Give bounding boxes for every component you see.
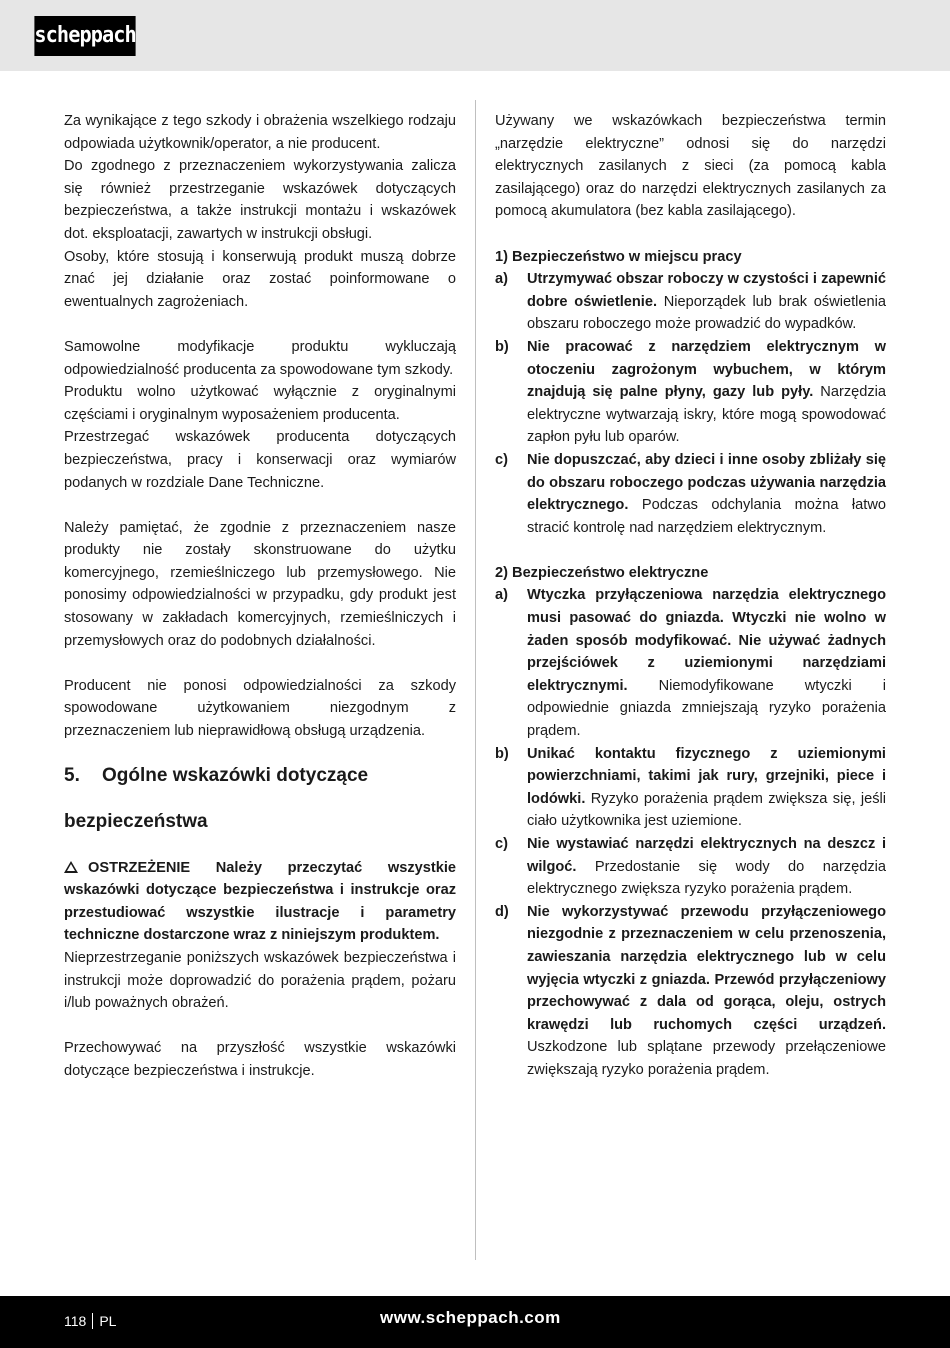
paragraph: Osoby, które stosują i konserwują produkt muszą dobrze znać jej działanie oraz zostać poinformowane o ewentualnych zagrożeniach.	[64, 248, 456, 310]
list-item-label: b)	[495, 745, 509, 762]
section-title: Ogólne wskazówki dotyczące bezpieczeństwa	[64, 764, 369, 832]
warning-bold-text: OSTRZEŻENIE Należy przeczytać wszystkie wskazówki dotyczące bezpieczeństwa i instrukcje oraz przestudiować wszystkie ilustracje i parametry techniczne dostarczone wraz z niniejszym produktem.	[64, 859, 456, 944]
list-item-bold: Nie wykorzystywać przewodu przyłączeniowego niezgodnie z przeznaczeniem w celu przenoszenia, zawieszania narzędzia elektrycznego lub w celu wyjęcia wtyczki z gniazda. Przewód przyłączeniowy przechowywać z dala od gorąca, oleju, ostrych krawędzi lub ruchomych części urządzeń.	[527, 903, 886, 1033]
subsection-heading: 1) Bezpieczeństwo w miejscu pracy	[495, 248, 742, 265]
list-item-label: a)	[495, 587, 508, 604]
list-item-text: Niemodyfikowane wtyczki i odpowiednie gniazda zmniejszają ryzyko porażenia prądem.	[527, 677, 886, 740]
list-item-bold: Wtyczka przyłączeniowa narzędzia elektrycznego musi pasować do gniazda. Wtyczki nie wolno w żaden sposób modyfikować. Nie używać żadnych przejściówek z uziemionymi narzędziami elektrycznymi.	[527, 587, 886, 694]
list-item	[495, 584, 886, 742]
list-item-text: Narzędzia elektryczne wytwarzają iskry, które mogą spowodować zapłon pyłu lub oparów.	[527, 384, 887, 446]
warning-block	[64, 857, 456, 947]
list-item	[495, 268, 886, 336]
website-link[interactable]: www.scheppach.com	[380, 1308, 561, 1327]
right-column	[495, 110, 886, 1082]
page-number-block	[64, 1311, 116, 1331]
paragraph: Do zgodnego z przeznaczeniem wykorzystywania zalicza się również przestrzeganie wskazówek dotyczących bezpieczeństwa, a także instrukcji montażu i wskazówek dot. eksploatacji, zawartych w instrukcji obsługi.	[64, 158, 456, 242]
list-item-bold: Nie pracować z narzędziem elektrycznym w otoczeniu zagrożonym wybuchem, w którym znajdują się palne płyny, gazy lub pyły.	[527, 338, 886, 401]
paragraph: Przestrzegać wskazówek producenta dotyczących bezpieczeństwa, pracy i konserwacji oraz wymiarów podanych w rozdziale Dane Techniczne.	[64, 429, 456, 491]
list-item-text: Ryzyko porażenia prądem zwiększa się, jeśli ciało użytkownika jest uziemione.	[527, 790, 886, 830]
list-item-label: c)	[495, 836, 508, 852]
column-divider	[475, 100, 476, 1260]
list-item	[495, 743, 886, 833]
page-number: 118	[64, 1313, 87, 1329]
subsection-heading: 2) Bezpieczeństwo elektryczne	[495, 564, 709, 581]
paragraph: Używany we wskazówkach bezpieczeństwa termin „narzędzie elektryczne” odnosi się do narzędzi elektrycznych zasilanych z sieci (za pomocą kabla zasilającego) oraz do narzędzi elektrycznych zasilanych za pomocą akumulatora (bez kabla zasilającego).	[495, 113, 886, 220]
paragraph: Nieprzestrzeganie poniższych wskazówek bezpieczeństwa i instrukcji może doprowadzić do porażenia prądem, pożaru i/lub poważnych obrażeń.	[64, 950, 456, 1012]
paragraph: Producent nie ponosi odpowiedzialności za szkody spowodowane użytkowaniem niezgodnym z przeznaczeniem lub nieprawidłową obsługą urządzenia.	[64, 677, 456, 740]
left-column	[64, 110, 456, 1083]
paragraph: Samowolne modyfikacje produktu wykluczają odpowiedzialność producenta za spowodowane tym szkody.	[64, 338, 456, 378]
paragraph: Za wynikające z tego szkody i obrażenia wszelkiego rodzaju odpowiada użytkownik/operator, a nie producent.	[64, 113, 456, 152]
list-item	[495, 901, 886, 1082]
section-number: 5.	[64, 764, 80, 786]
page-header	[0, 0, 950, 71]
paragraph: Produktu wolno użytkować wyłącznie z oryginalnymi częściami i oryginalnym wyposażeniem producenta.	[64, 384, 456, 423]
list-item-text: Podczas odchylania można łatwo stracić kontrolę nad narzędziem elektrycznym.	[527, 497, 886, 536]
list-item	[495, 833, 886, 901]
list-item-label: d)	[495, 903, 509, 920]
list-item	[495, 336, 886, 449]
list-item-text: Nieporządek lub brak oświetlenia obszaru roboczego może prowadzić do wypadków.	[527, 293, 886, 333]
warning-triangle-icon	[64, 861, 78, 873]
list-section-2	[495, 584, 886, 1081]
list-item	[495, 449, 886, 539]
list-item-bold: Unikać kontaktu fizycznego z uziemionymi powierzchniami, takimi jak rury, grzejniki, piece i lodówki.	[527, 745, 886, 807]
list-item-label: b)	[495, 338, 509, 355]
paragraph: Przechowywać na przyszłość wszystkie wskazówki dotyczące bezpieczeństwa i instrukcje.	[64, 1040, 456, 1079]
list-item-bold: Nie wystawiać narzędzi elektrycznych na deszcz i wilgoć.	[527, 836, 886, 875]
list-item-bold: Nie dopuszczać, aby dzieci i inne osoby zbliżały się do obszaru roboczego podczas używania narzędzia elektrycznego.	[527, 451, 886, 514]
language-code: PL	[99, 1313, 117, 1329]
section-heading	[64, 753, 456, 845]
list-item-text: Uszkodzone lub splątane przewody przełączeniowe zwiększają ryzyko porażenia prądem.	[527, 1039, 886, 1078]
list-item-bold: Utrzymywać obszar roboczy w czystości i zapewnić dobre oświetlenie.	[527, 271, 886, 310]
scheppach-logo: scheppach	[34, 16, 135, 56]
list-item-label: c)	[495, 451, 508, 468]
paragraph: Należy pamiętać, że zgodnie z przeznaczeniem nasze produkty nie zostały skonstruowane do użytku komercyjnego, rzemieślniczego lub przemysłowego. Nie ponosimy odpowiedzialności w przypadku, gdy produkt jest stosowany w zakładach komercyjnych, rzemieślniczych i przemysłowych oraz do podobnych działalności.	[64, 519, 456, 649]
list-item-label: a)	[495, 271, 508, 288]
list-item-text: Przedostanie się wody do narzędzia elektrycznego zwiększa ryzyko porażenia prądem.	[527, 858, 886, 898]
page-footer	[0, 1296, 950, 1348]
list-section-1	[495, 268, 886, 539]
